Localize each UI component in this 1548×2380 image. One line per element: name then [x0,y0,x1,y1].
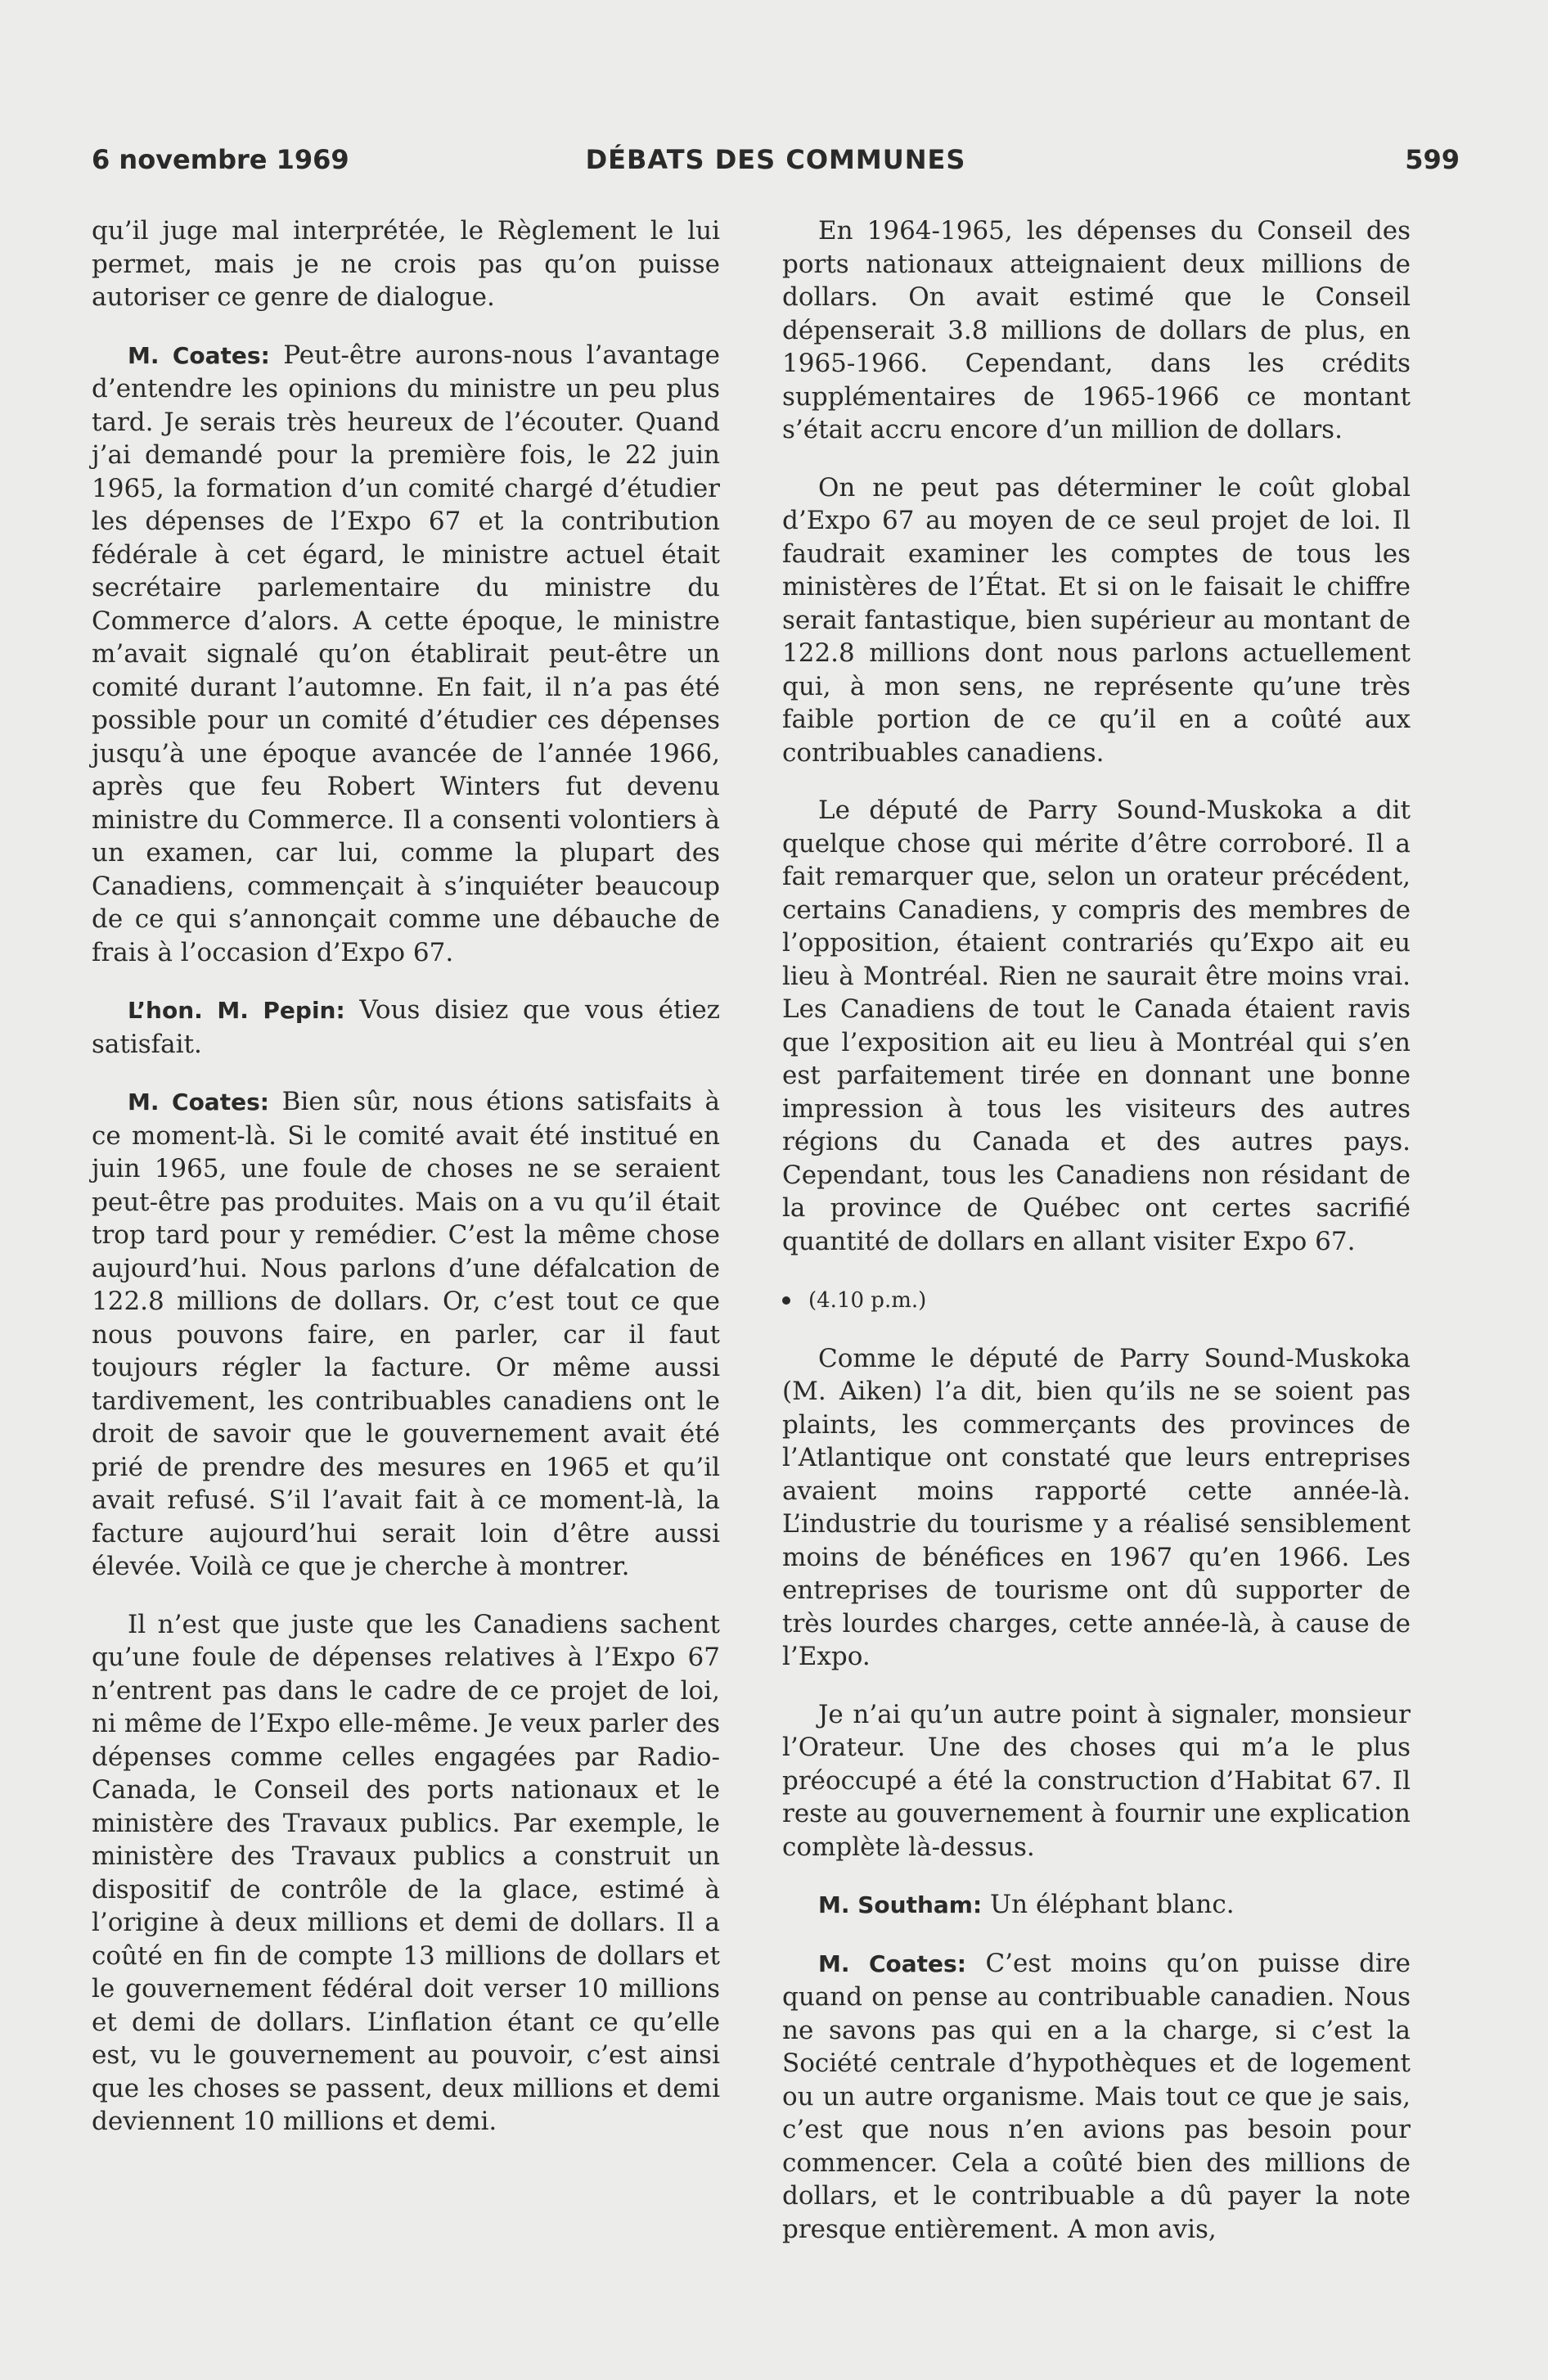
paragraph-text: Le député de Parry Sound-Muskoka a dit quelque chose qui mérite d’être corroboré. Il a fait remarquer que, selon un orateur précédent, certains Canadiens, y compris des membres de l’opposition, étaient contrariés qu’Expo ait eu lieu à Montréal. Rien ne saurait être moins vrai. Les Canadiens de tout le Canada étaient ravis que l’exposition ait eu lieu à Montréal qui s’en est parfaitement tirée en donnant une bonne impression à tous les visiteurs des autres régions du Canada et des autres pays. Cependant, tous les Canadiens non résidant de la province de Québec ont certes sacrifié quantité de dollars en allant visiter Expo 67. [782,796,1411,1256]
paragraph [782,471,1411,770]
speaker-name: L’hon. M. Pepin: [128,997,345,1024]
paragraph-text: Bien sûr, nous étions satisfaits à ce moment-là. Si le comité avait été institué en juin 1965, une foule de choses ne se seraient peut-être pas produites. Mais on a vu qu’il était trop tard pour y remédier. C’est la même chose aujourd’hui. Nous parlons d’une défalcation de 122.8 millions de dollars. Or, c’est tout ce que nous pouvons faire, en parler, car il faut toujours régler la facture. Or même aussi tardivement, les contribuables canadiens ont le droit de savoir que le gouvernement avait été prié de prendre des mesures en 1965 et qu’il avait refusé. S’il l’avait fait à ce moment-là, la facture aujourd’hui serait loin d’être aussi élevée. Voilà ce que je cherche à montrer. [92,1087,721,1581]
paragraph-text: qu’il juge mal interprétée, le Règlement le lui permet, mais je ne crois pas qu’on puisse autoriser ce genre de dialogue. [92,216,720,312]
paragraph-text: Il n’est que juste que les Canadiens sachent qu’une foule de dépenses relatives à l’Expo 67 n’entrent pas dans le cadre de ce projet de loi, ni même de l’Expo elle-même. Je veux parler des dépenses comme celles engagées par Radio-Canada, le Conseil des ports nationaux et le ministère des Travaux publics. Par exemple, le ministère des Travaux publics a construit un dispositif de contrôle de la glace, estimé à l’origine à deux millions et demi de dollars. Il a coûté en fin de compte 13 millions de dollars et le gouvernement fédéral doit verser 10 millions et demi de dollars. L’inflation étant ce qu’elle est, vu le gouvernement au pouvoir, c’est ainsi que les choses se passent, deux millions et demi deviennent 10 millions et demi. [92,1609,720,2136]
paragraph [782,1342,1411,1674]
paragraph-text: C’est moins qu’on puisse dire quand on pense au contribuable canadien. Nous ne savons pas qui en a la charge, si c’est la Société centrale d’hypothèques et de logement ou un autre organisme. Mais tout ce que je sais, c’est que nous n’en avions pas besoin pour commencer. Cela a coûté bien des millions de dollars, et le contribuable a dû payer la note presque entièrement. A mon avis, [782,1948,1411,2244]
paragraph-text: Vous disiez que vous étiez satisfait. [92,995,720,1059]
time-marker [782,1282,1411,1318]
header-date: 6 novembre 1969 [92,144,349,175]
speaker-name: M. Coates: [818,1950,966,1977]
paragraph [782,794,1411,1258]
paragraph-text: Peut-être aurons-nous l’avantage d’entendre les opinions du ministre un peu plus tard. Je serais très heureux de l’écouter. Quand j’ai demandé pour la première fois, le 22 juin 1965, la formation d’un comité chargé d’étudier les dépenses de l’Expo 67 et la contribution fédérale à cet égard, le ministre actuel était secrétaire parlementaire du ministre du Commerce d’alors. A cette époque, le ministre m’avait signalé qu’on établirait peut-être un comité durant l’automne. En fait, il n’a pas été possible pour un comité d’étudier ces dépenses jusqu’à une époque avancée de l’année 1966, après que feu Robert Winters fut devenu ministre du Commerce. Il a consenti volontiers à un examen, car lui, comme la plupart des Canadiens, commençait à s’inquiéter beaucoup de ce qui s’annonçait comme une débauche de frais à l’occasion d’Expo 67. [92,340,720,967]
left-column [92,214,720,2163]
paragraph-text: On ne peut pas déterminer le coût global d’Expo 67 au moyen de ce seul projet de loi. Il faudrait examiner les comptes de tous les ministères de l’État. Et si on le faisait le chiffre serait fantastique, bien supérieur au montant de 122.8 millions dont nous parlons actuellement qui, à mon sens, ne représente qu’une très faible portion de ce qu’il en a coûté aux contribuables canadiens. [782,472,1411,768]
paragraph-text: Comme le député de Parry Sound-Muskoka (M. Aiken) l’a dit, bien qu’ils ne se soient pas plaints, les commerçants des provinces de l’Atlantique ont constaté que leurs entreprises avaient moins rapporté cette année-là. L’industrie du tourisme y a réalisé sensiblement moins de bénéfices en 1967 qu’en 1966. Les entreprises de tourisme ont dû supporter de très lourdes charges, cette année-là, à cause de l’Expo. [782,1343,1411,1671]
paragraph-text: Un éléphant blanc. [982,1890,1235,1919]
header-page-number: 599 [1405,144,1460,175]
paragraph-text: En 1964-1965, les dépenses du Conseil des ports nationaux atteignaient deux millions de dollars. On avait estimé que le Conseil dépenserait 3.8 millions de dollars de plus, en 1965-1966. Cependant, dans les crédits supplémentaires de 1965-1966 ce montant s’était accru encore d’un million de dollars. [782,216,1411,444]
paragraph [782,214,1411,447]
time-stamp: (4.10 p.m.) [808,1288,927,1313]
paragraph [92,994,720,1061]
paragraph [92,1608,720,2139]
header-title: DÉBATS DES COMMUNES [585,144,966,175]
bullet-icon [782,1296,790,1305]
speaker-name: M. Coates: [128,1089,269,1116]
paragraph [92,1085,720,1584]
paragraph-text: Je n’ai qu’un autre point à signaler, monsieur l’Orateur. Une des choses qui m’a le plus préoccupé a été la construction d’Habitat 67. Il reste au gouvernement à fournir une explication complète là-dessus. [782,1699,1411,1862]
paragraph [92,339,720,970]
paragraph [92,214,720,314]
page-header [92,144,1460,190]
right-column [782,214,1411,2270]
paragraph [782,1698,1411,1864]
speaker-name: M. Coates: [128,341,270,369]
paragraph [782,1888,1411,1922]
speaker-name: M. Southam: [818,1891,983,1918]
paragraph [782,1947,1411,2247]
